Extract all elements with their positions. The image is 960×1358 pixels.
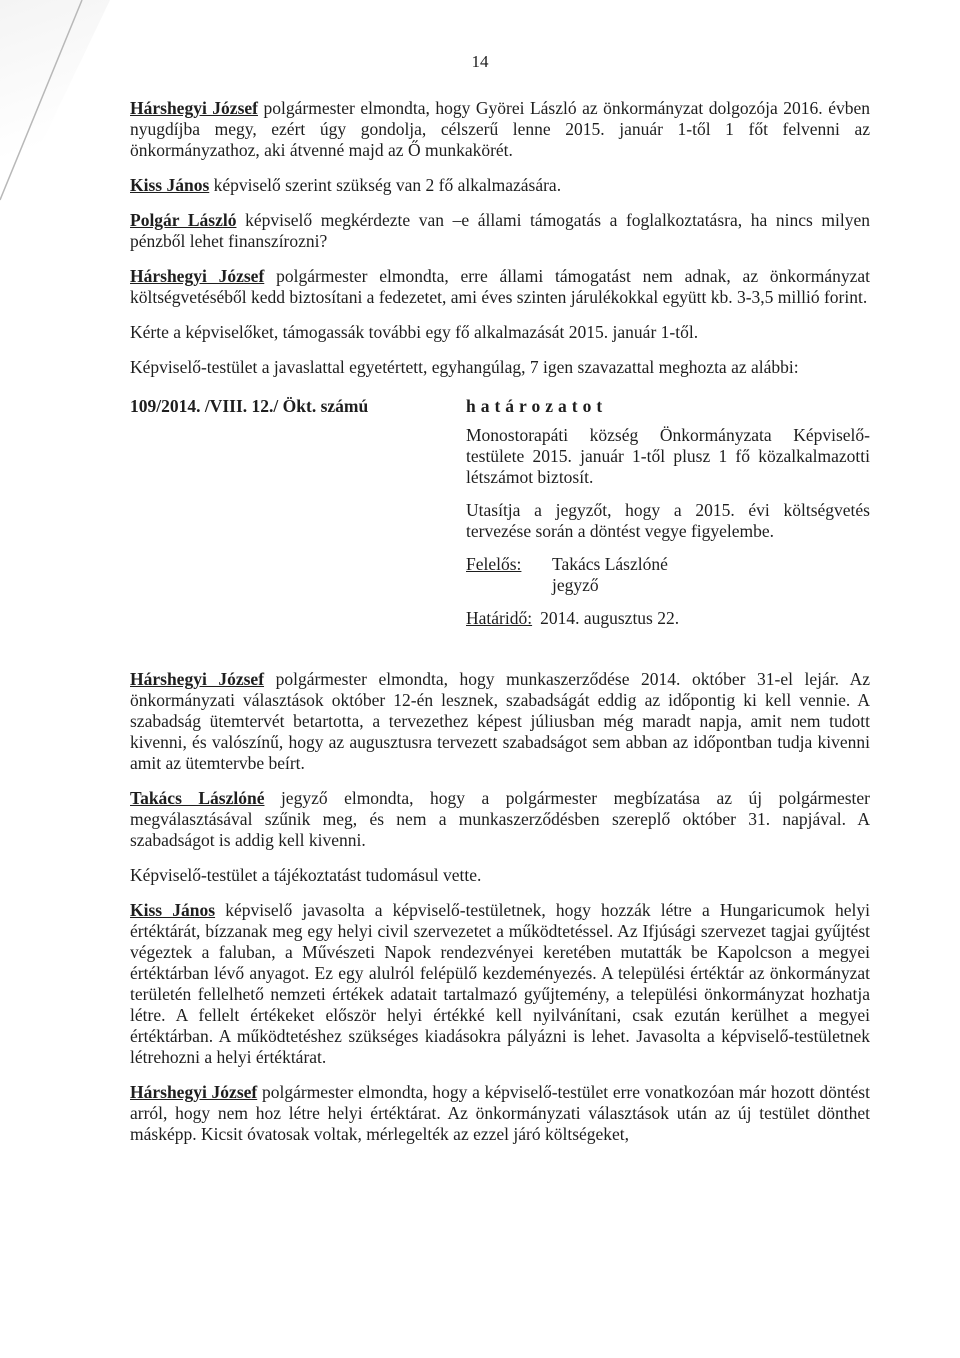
deadline-row bbox=[466, 608, 870, 629]
paragraph-text: képviselő szerint szükség van 2 fő alkalmazására. bbox=[209, 175, 562, 195]
paragraph bbox=[130, 175, 870, 196]
paragraph bbox=[130, 98, 870, 161]
resolution-header bbox=[130, 396, 870, 417]
page-number: 14 bbox=[471, 52, 489, 71]
resolution-body bbox=[466, 425, 870, 629]
resolution-text: Monostorapáti község Önkormányzata Képviselő-testülete 2015. január 1-től plusz 1 fő közalkalmazotti létszámot biztosít. bbox=[466, 425, 870, 487]
paragraph bbox=[130, 210, 870, 252]
paragraph bbox=[130, 1082, 870, 1145]
document-body bbox=[130, 98, 870, 1159]
speaker-name: Kiss János bbox=[130, 900, 216, 920]
speaker-name: Hárshegyi József bbox=[130, 1082, 258, 1102]
resolution-text: Utasítja a jegyzőt, hogy a 2015. évi költségvetés tervezése során a döntést vegye figyelembe. bbox=[466, 500, 870, 541]
paragraph bbox=[130, 865, 870, 886]
paragraph bbox=[130, 788, 870, 851]
responsible-row bbox=[466, 554, 870, 575]
paragraph-text: polgármester elmondta, hogy munkaszerződése 2014. október 31-el lejár. Az önkormányzati választások október 12-én lesznek, szabadságát eddig az időpontig ki kell vennie. A szabadság ütemtervét betartotta, a tervezethez képest júliusban még maradt napja, amit nem tudott kivenni, és valószínű, hogy az augusztusra tervezett szabadságot sem abban az időpontban tudja kivenni amit az ütemtervbe beírt. bbox=[130, 669, 870, 773]
paragraph-text: képviselő javasolta a képviselő-testületnek, hogy hozzák létre a Hungaricumok helyi értéktárát, bízzanak meg egy helyi civil szervezetet a működtetéssel. Az Ifjúsági szervezet tagjai gyűjtést végeztek a faluban, a Művészeti Napok rendezvényei keretében mutatták be Kapolcson a megyei értéktárban lévő anyagot. Ez egy alulról felépülő kezdeményezés. A települési értéktár az önkormányzat területén fellelhető nemzeti értékek adatait tartalmazó gyűjtemény, a települési önkormányzat hozhatja létre. A fellelt értékeket először helyi értékké kell nyilvánítani, csak ezután kerülhet a megyei értéktárban. A működtetéshez szükséges kiadásokra pályázni is lehet. Javasolta a képviselő-testületnek létrehozni a helyi értéktárat. bbox=[130, 900, 870, 1067]
paragraph-text: jegyző elmondta, hogy a polgármester megbízatása az új polgármester megválasztásával szűnik meg, és nem a munkaszerződésben szereplő október 31. napjával. A szabadságot is addig kell kivenni. bbox=[130, 788, 870, 850]
bottom-paragraphs bbox=[130, 669, 870, 1145]
paragraph-text: képviselő megkérdezte van –e állami támogatás a foglalkoztatásra, ha nincs milyen pénzből lehet finanszírozni? bbox=[130, 210, 870, 251]
top-paragraphs bbox=[130, 98, 870, 378]
paragraph-text: Képviselő-testület a javaslattal egyetértett, egyhangúlag, 7 igen szavazattal meghozta az alábbi: bbox=[130, 357, 799, 377]
paragraph bbox=[130, 322, 870, 343]
paragraph-text: polgármester elmondta, erre állami támogatást nem adnak, az önkormányzat költségvetéséből kedd biztosítani a fedezetet, ami éves szinten járulékokkal együtt kb. 3-3,5 millió forint. bbox=[130, 266, 870, 307]
paragraph bbox=[130, 900, 870, 1068]
resolution-id: 109/2014. /VIII. 12./ Ökt. számú bbox=[130, 396, 369, 416]
scan-edge-line bbox=[0, 0, 110, 230]
responsible-label: Felelős: bbox=[466, 554, 522, 574]
speaker-name: Kiss János bbox=[130, 175, 210, 195]
resolution-title: határozatot bbox=[466, 396, 608, 416]
paragraph-text: Képviselő-testület a tájékoztatást tudomásul vette. bbox=[130, 865, 482, 885]
paragraph bbox=[130, 669, 870, 774]
speaker-name: Hárshegyi József bbox=[130, 669, 265, 689]
paragraph bbox=[130, 266, 870, 308]
deadline-value: 2014. augusztus 22. bbox=[540, 608, 680, 628]
responsible-name: Takács Lászlóné bbox=[552, 554, 668, 574]
speaker-name: Hárshegyi József bbox=[130, 266, 265, 286]
paragraph-text: Kérte a képviselőket, támogassák további egy fő alkalmazását 2015. január 1-től. bbox=[130, 322, 699, 342]
speaker-name: Takács Lászlóné bbox=[130, 788, 265, 808]
speaker-name: Polgár László bbox=[130, 210, 237, 230]
paragraph-text: polgármester elmondta, hogy Györei László az önkormányzat dolgozója 2016. évben nyugdíjba megy, ezért úgy gondolja, célszerű lenne 2015. január 1-től 1 főt felvenni az önkormányzathoz, aki átvenné majd az Ő munkakörét. bbox=[130, 98, 870, 160]
deadline-label: Határidő: bbox=[466, 608, 533, 628]
speaker-name: Hárshegyi József bbox=[130, 98, 258, 118]
paragraph-text: polgármester elmondta, hogy a képviselő-testület erre vonatkozóan már hozott döntést arról, hogy nem hoz létre helyi értéktárat. Az önkormányzati választások után az új testület dönthet másképp. Kicsit óvatosak voltak, mérlegelték az ezzel járó költségeket, bbox=[130, 1082, 870, 1144]
responsible-role: jegyző bbox=[552, 575, 599, 595]
paragraph bbox=[130, 357, 870, 378]
